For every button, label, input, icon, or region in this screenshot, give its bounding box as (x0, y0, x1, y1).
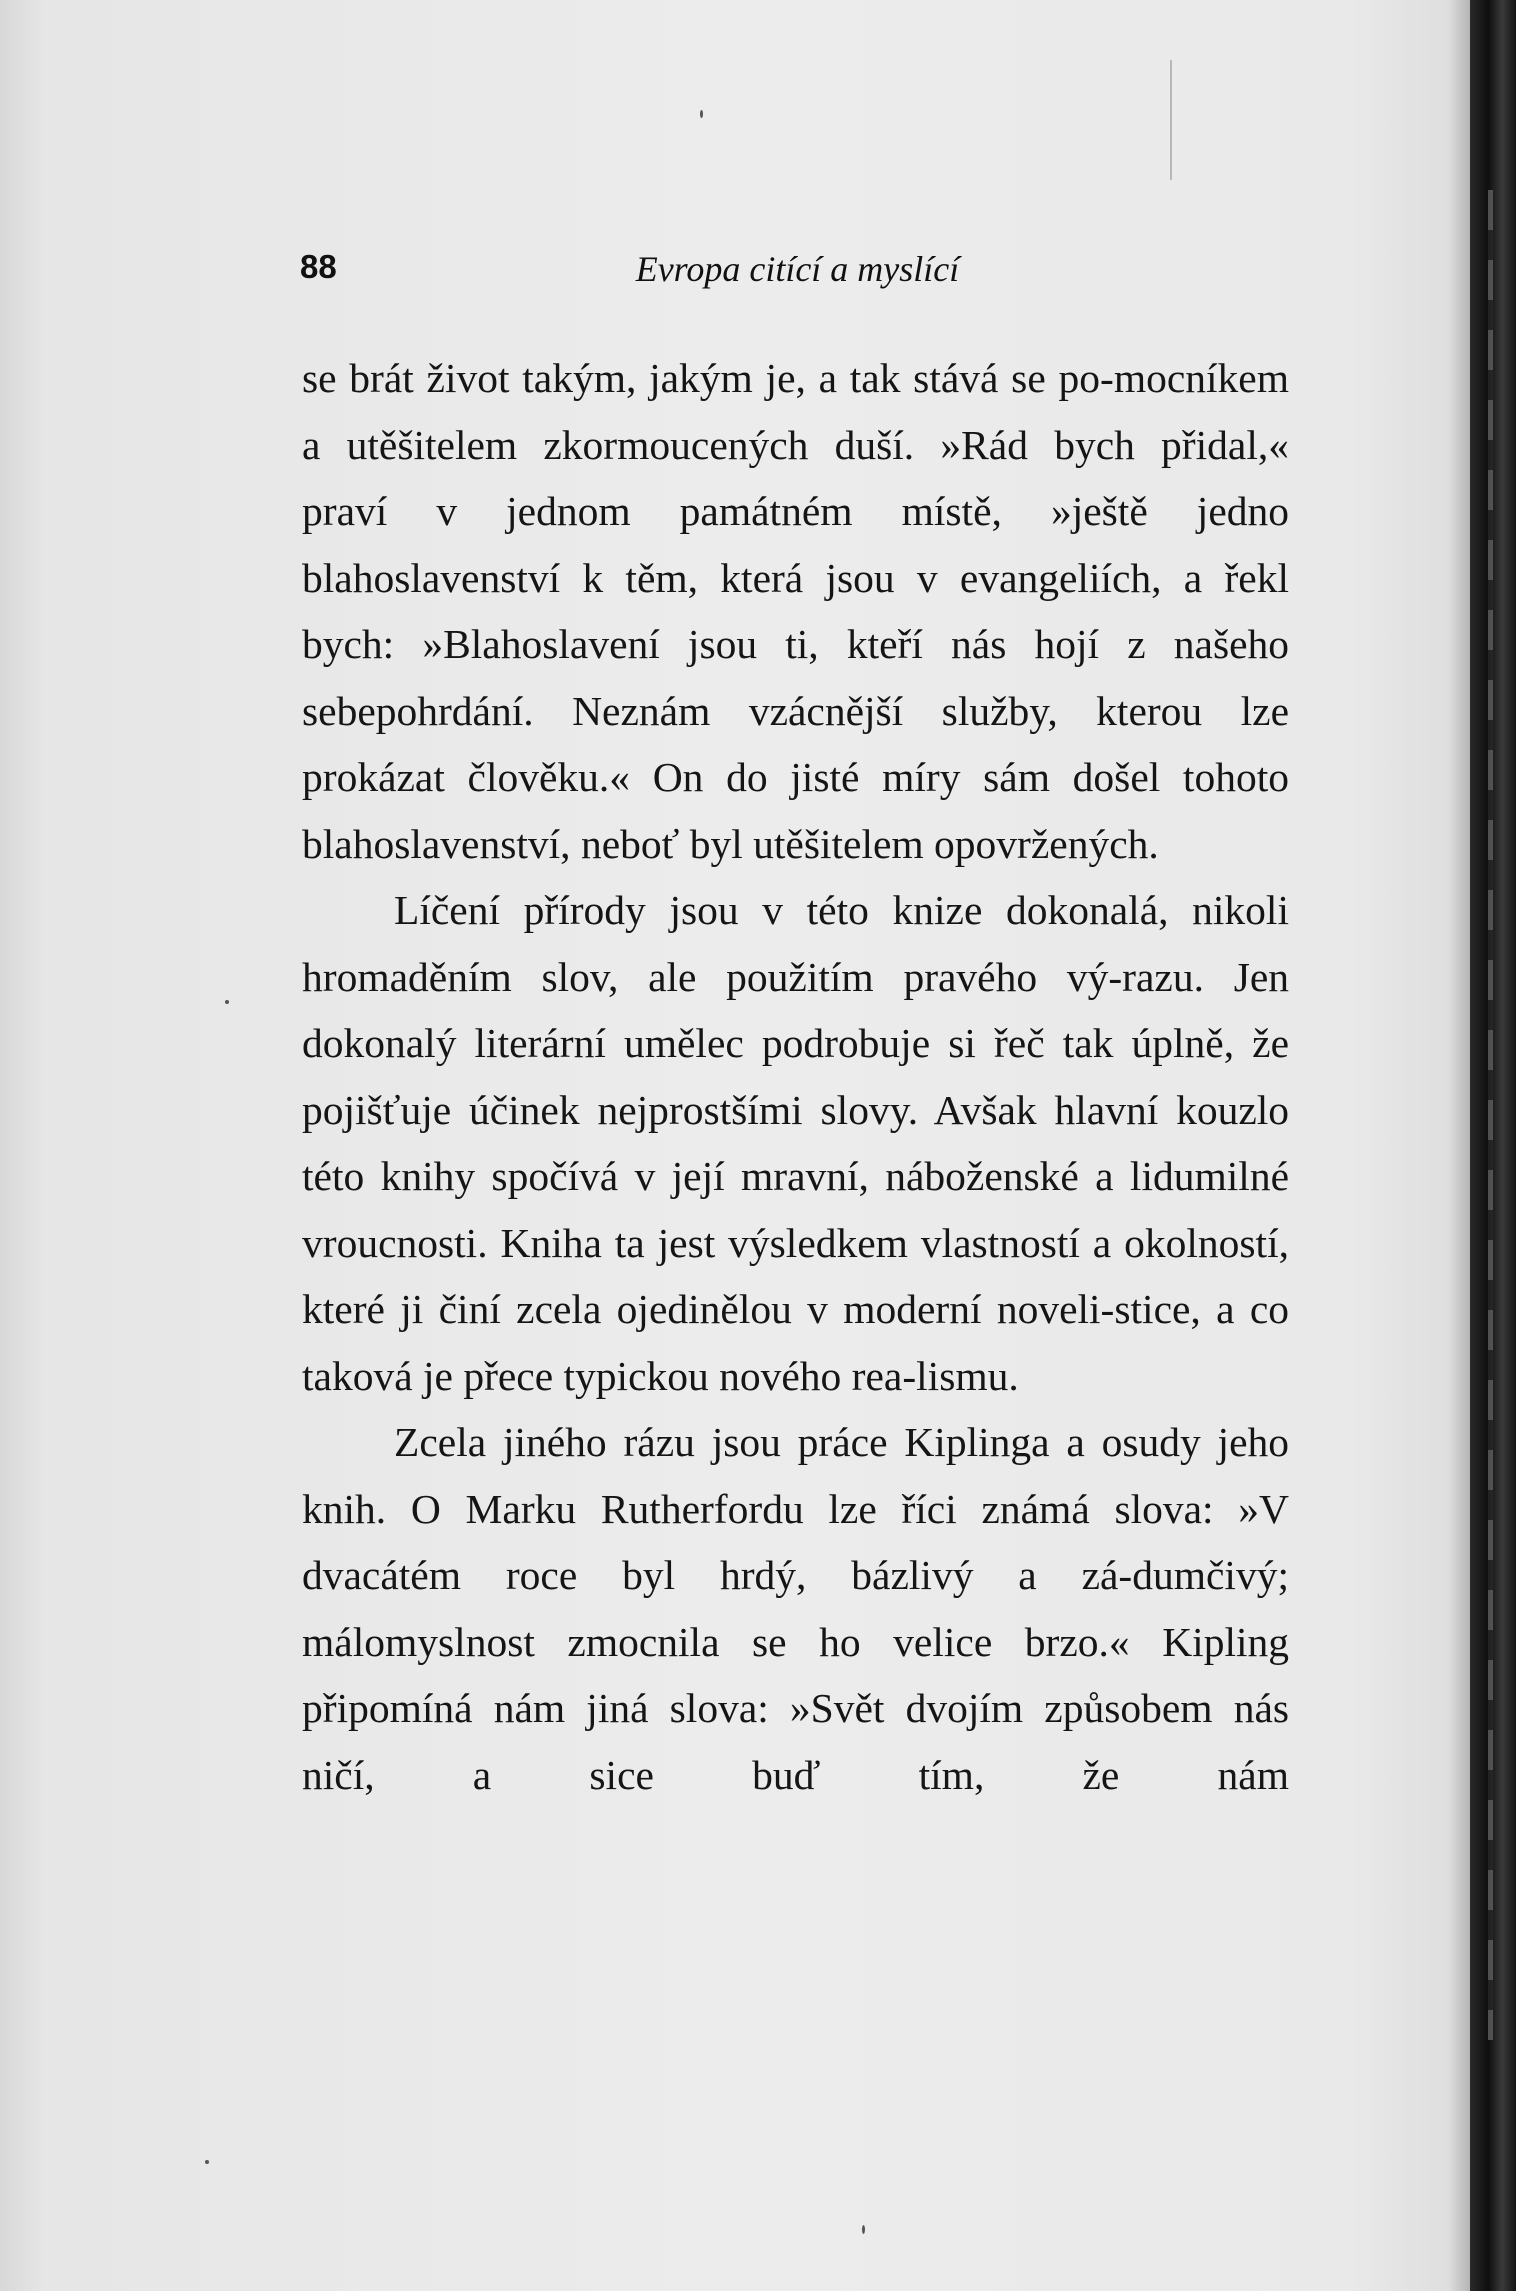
text-line: Kniha ta jest výsledkem vlastností a okolností, (500, 1219, 1289, 1266)
text-line: neboť byl utěšitelem opovržených. (580, 820, 1159, 867)
body-text (302, 345, 1289, 1808)
dust-speck (225, 1000, 229, 1004)
text-line: mocníkem a utěšitelem zkormoucených duší. »Rád (302, 355, 1289, 468)
text-line: do jisté míry sám došel tohoto blahoslavenství, (302, 754, 1289, 867)
text-line: které ji činí zcela ojedinělou v moderní noveli- (302, 1286, 1115, 1332)
page-edge-highlight (1488, 190, 1493, 2040)
paragraph-3 (302, 1409, 1289, 1808)
text-line: se brát život takým, jakým je, a tak stává se po- (302, 355, 1114, 401)
text-line: jeho knih. O Marku Rutherfordu lze říci známá (302, 1419, 1289, 1532)
text-line: v její mravní, náboženské a lidumilné vroucnosti. (302, 1153, 1290, 1266)
text-line: »ještě jedno blahoslavenství k těm, která jsou (302, 488, 1289, 601)
page-title: Evropa citící a myslící (635, 249, 960, 289)
spine-shadow (1448, 0, 1470, 2291)
text-line: razu. Jen dokonalý literární umělec podrobuje si (302, 953, 1290, 1066)
paragraph-1 (302, 345, 1289, 877)
text-line: v evangeliích, a řekl bych: »Blahoslavení jsou ti, (302, 554, 1289, 667)
text-line: bych přidal,« praví v jednom památném místě, (302, 421, 1289, 534)
dust-speck (205, 2160, 209, 2164)
running-head (300, 248, 1295, 294)
text-line: kteří nás hojí z našeho sebepohrdání. Neznám (302, 621, 1290, 734)
text-line: slova: »V dvacátém roce byl hrdý, bázlivý a zá- (302, 1485, 1290, 1598)
text-line: Líčení přírody jsou v této knize dokonalá, (394, 887, 1169, 933)
paragraph-2 (302, 877, 1289, 1409)
text-line: lismu. (916, 1352, 1019, 1399)
dust-speck (1170, 60, 1172, 180)
dust-speck (862, 2225, 865, 2234)
text-line: dvojím způsobem nás ničí, a sice buď tím, že nám (302, 1685, 1290, 1798)
text-line: řeč tak úplně, že pojišťuje účinek nejprostšími (302, 1020, 1289, 1133)
dust-speck (700, 110, 703, 118)
text-line: vzácnější služby, kterou lze prokázat člověku.« On (302, 687, 1290, 800)
text-line: slovy. Avšak hlavní kouzlo této knihy spočívá (302, 1086, 1290, 1199)
text-line: nikoli hromaděním slov, ale použitím pravého vý- (302, 887, 1289, 1000)
text-line: Zcela jiného rázu jsou práce Kiplinga a osudy (394, 1419, 1201, 1465)
text-line: dumčivý; málomyslnost zmocnila se ho velice (302, 1552, 1289, 1665)
text-line: brzo.« Kipling připomíná nám jiná slova: »Svět (302, 1618, 1290, 1731)
page-number: 88 (300, 248, 337, 285)
page-edge (1470, 0, 1516, 2291)
text-line: stice, a co taková je přece typickou nového rea- (302, 1286, 1290, 1399)
